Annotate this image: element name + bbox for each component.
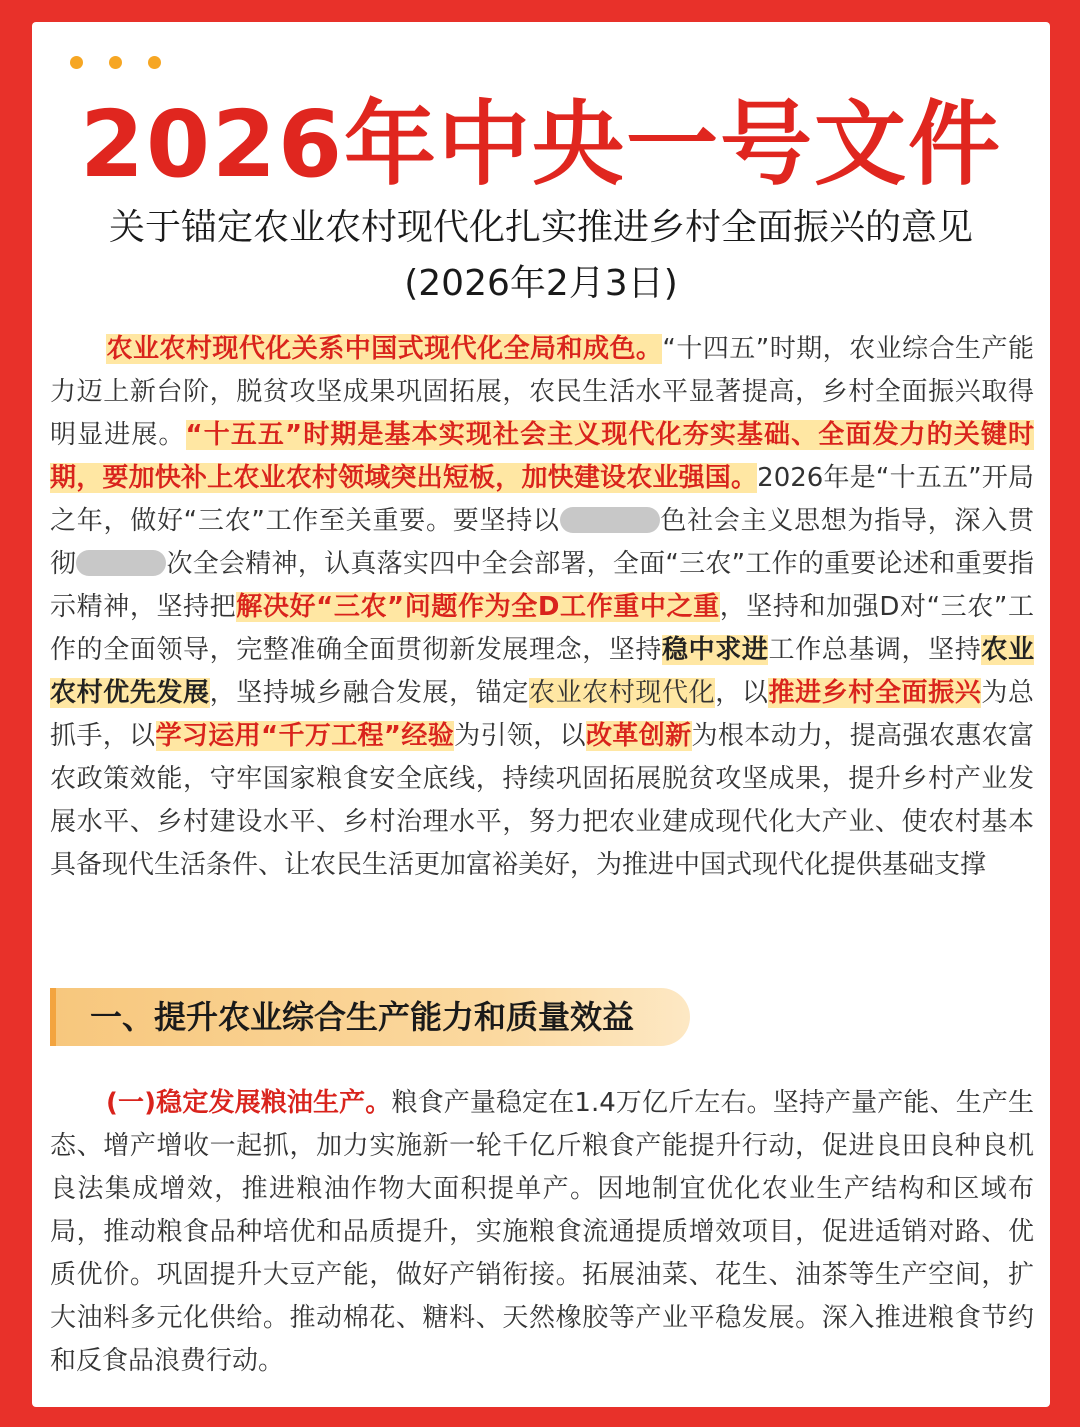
page-subtitle: 关于锚定农业农村现代化扎实推进乡村全面振兴的意见 [108, 207, 973, 248]
page-title: 2026年中央一号文件 [79, 91, 1003, 198]
highlight-text: 农业农村现代化 [528, 678, 716, 708]
intro-paragraph [50, 328, 1034, 887]
highlight-text: 学习运用“千万工程”经验 [155, 721, 455, 751]
body-text: 工作总基调，坚持 [768, 635, 982, 665]
highlight-text: 农业农村优先发展 [50, 635, 1034, 708]
document-date: (2026年2月3日) [404, 263, 678, 304]
item-title: (一)稳定发展粮油生产。 [106, 1088, 392, 1118]
highlight-text: 改革创新 [586, 721, 692, 751]
body-text: ，以 [715, 678, 769, 708]
dot-icon [148, 56, 161, 69]
document-card [32, 22, 1050, 1407]
window-dots [70, 56, 161, 69]
redaction-mark [560, 507, 660, 533]
body-text: 2026年是“十五五”开局之年，做好“三农”工作至关重要。要坚持以 [50, 463, 1034, 536]
redaction-mark [76, 550, 166, 576]
body-text: “十四五”时期，农业综合生产能力迈上新台阶，脱贫攻坚成果巩固拓展，农民生活水平显著提高，乡村全面振兴取得明显进展。 [50, 334, 1034, 450]
body-text: ，坚持和加强D对“三农”工作的全面领导，完整准确全面贯彻新发展理念，坚持 [50, 592, 1034, 665]
highlight-text: 农业农村现代化关系中国式现代化全局和成色。 [106, 334, 663, 364]
section-paragraph [50, 1082, 1034, 1383]
dot-icon [109, 56, 122, 69]
body-text: 为引领，以 [454, 721, 586, 751]
body-text: 次全会精神，认真落实四中全会部署，全面“三农”工作的重要论述和重要指示精神，坚持把 [50, 549, 1034, 622]
body-text: 粮食产量稳定在1.4万亿斤左右。坚持产量产能、生产生态、增产增收一起抓，加力实施新一轮千亿斤粮食产能提升行动，促进良田良种良机良法集成增效，推进粮油作物大面积提单产。因地制宜优化农业生产结构和区域布局，推动粮食品种培优和品质提升，实施粮食流通提质增效项目，促进适销对路、优质优价。巩固提升大豆产能，做好产销衔接。拓展油菜、花生、油茶等生产空间，扩大油料多元化供给。推动棉花、糖料、天然橡胶等产业平稳发展。深入推进粮食节约和反食品浪费行动。 [50, 1088, 1034, 1376]
highlight-text: 推进乡村全面振兴 [768, 678, 982, 708]
highlight-text: 解决好“三农”问题作为全D工作重中之重 [236, 592, 720, 622]
body-text: ，坚持城乡融合发展，锚定 [209, 678, 529, 708]
body-text: 为根本动力，提高强农惠农富农政策效能，守牢国家粮食安全底线，持续巩固拓展脱贫攻坚成果，提升乡村产业发展水平、乡村建设水平、乡村治理水平，努力把农业建成现代化大产业、使农村基本具备现代生活条件、让农民生活更加富裕美好，为推进中国式现代化提供基础支撑 [50, 721, 1034, 880]
body-text: 色社会主义思想为指导，深入贯彻 [50, 506, 1034, 579]
highlight-text: “十五五”时期是基本实现社会主义现代化夯实基础、全面发力的关键时期，要加快补上农业农村领域突出短板，加快建设农业强国。 [50, 420, 1034, 493]
section-heading: 一、提升农业综合生产能力和质量效益 [50, 988, 690, 1046]
highlight-text: 稳中求进 [662, 635, 769, 665]
dot-icon [70, 56, 83, 69]
body-text: 为总抓手，以 [50, 678, 1034, 751]
